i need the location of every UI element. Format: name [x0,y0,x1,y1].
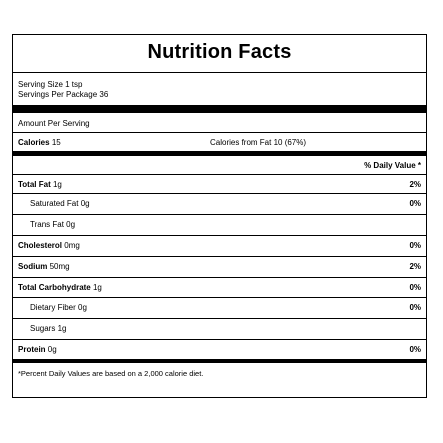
nutrient-row-cholesterol [13,236,426,257]
nutrient-label: Dietary Fiber [30,303,76,312]
nutrient-dv: 2% [409,262,421,271]
nutrient-row-trans-fat [13,215,426,236]
nutrient-row-total-carbohydrate [13,278,426,298]
amount-per-serving-label: Amount Per Serving [18,119,90,128]
nutrient-row-dietary-fiber [13,298,426,319]
nutrient-amount: 0g [66,220,76,229]
nutrient-dv: 0% [409,199,421,208]
daily-value-header: % Daily Value * [364,161,421,170]
nutrient-label: Sodium [18,262,48,271]
nutrient-amount: 0g [47,345,57,354]
daily-value-header-row [13,156,426,175]
nutrient-label: Total Carbohydrate [18,283,91,292]
nutrient-label: Total Fat [18,180,51,189]
nutrition-facts-panel [12,34,427,398]
nutrient-label: Protein [18,345,46,354]
nutrient-row-protein [13,340,426,359]
serving-size: Serving Size 1 tsp [18,80,83,89]
nutrient-amount: 1g [52,180,62,189]
nutrient-amount: 0g [78,303,87,312]
calories-label: Calories [18,138,50,147]
nutrient-amount: 1g [92,283,102,292]
nutrient-dv: 2% [409,180,421,189]
title-divider [13,72,426,73]
nutrient-amount: 50mg [49,262,70,271]
nutrient-dv: 0% [409,283,421,292]
calories-value: 15 [51,138,61,147]
nutrient-dv: 0% [409,345,421,354]
daily-value-footnote: *Percent Daily Values are based on a 2,000 calorie diet. [18,369,204,378]
nutrient-label: Saturated Fat [30,199,79,208]
nutrient-dv: 0% [409,303,421,312]
panel-title: Nutrition Facts [147,41,292,63]
amount-per-serving-row [13,114,426,133]
nutrient-row-total-fat [13,175,426,194]
nutrient-label: Trans Fat [30,220,64,229]
nutrient-label: Cholesterol [18,241,63,250]
nutrient-row-sugars [13,319,426,340]
nutrient-amount: 1g [57,324,67,333]
nutrient-dv: 0% [409,241,421,250]
servings-per-package: Servings Per Package 36 [18,90,109,99]
thick-divider [13,105,426,113]
nutrient-row-sodium [13,257,426,278]
footnote-row [13,363,426,397]
nutrient-label: Sugars [30,324,56,333]
nutrient-amount: 0g [80,199,90,208]
calories-row [13,133,426,152]
nutrient-amount: 0mg [64,241,80,250]
nutrient-row-saturated-fat [13,194,426,215]
calories-from-fat: Calories from Fat 10 (67%) [210,138,307,147]
